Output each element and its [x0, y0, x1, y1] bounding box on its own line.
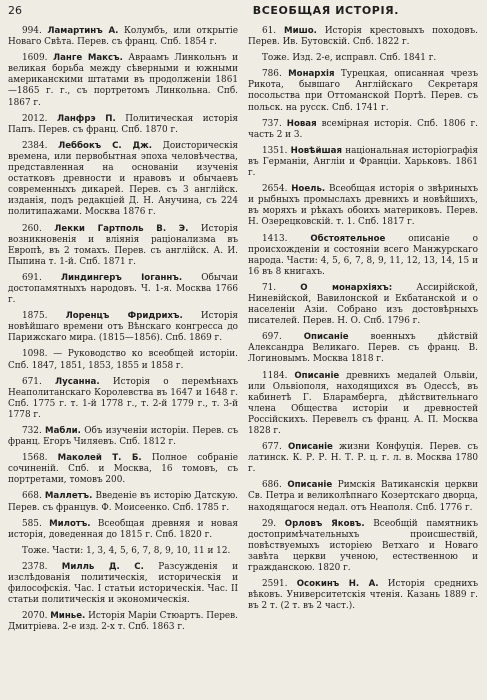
page-number: 26 — [8, 4, 22, 17]
catalog-entry — [248, 519, 478, 574]
page-title: ВСЕОБЩАЯ ИСТОРІЯ. — [252, 4, 399, 17]
entry-number: 2384. — [22, 140, 48, 151]
catalog-entry — [248, 234, 478, 278]
entry-text: Исторія новѣйшаго времени отъ Вѣнскаго конгресса до Парижскаго мира. (1815—1856). Спб. 1869 г. — [8, 311, 239, 344]
entry-text: Тоже. Изд. 2-е, исправл. Спб. 1841 г. — [262, 53, 437, 64]
entry-number: 737. — [262, 118, 282, 129]
entry-number: 671. — [22, 376, 42, 387]
entry-number: 260. — [22, 223, 42, 234]
entry-text: Объ изученіи исторіи. Перев. съ франц. Егоръ Чиляевъ. Спб. 1812 г. — [8, 426, 238, 448]
catalog-entry — [8, 141, 238, 219]
entry-text: Полное собраніе сочиненій. Спб. и Москва, 16 томовъ, съ портретами, томовъ 200. — [8, 453, 238, 486]
entry-author: Милотъ. — [49, 518, 91, 529]
entry-author: Маколей Т. Б. — [57, 453, 142, 464]
entry-number: 1568. — [22, 453, 48, 464]
catalog-entry — [248, 69, 478, 113]
entry-text: Исторія крестовыхъ походовъ. Перев. Ив. Бутовскій. Спб. 1822 г. — [248, 26, 478, 48]
catalog-entry — [8, 546, 238, 557]
entry-author: Ламартинъ А. — [47, 26, 119, 36]
entry-text: — Руководство ко всеобщей исторіи. Спб. 1847, 1851, 1853, 1855 и 1858 г. — [8, 349, 238, 371]
entry-author: Лекки Гартполь В. Э. — [54, 223, 189, 234]
entry-number: 2378. — [22, 561, 48, 572]
entry-author: Мабли. — [45, 426, 81, 436]
entry-text: Исторія Маріи Стюартъ. Перев. Дмитріева. 2-е изд. 2-х т. Спб. 1863 г. — [8, 611, 239, 633]
entry-author: Орловъ Яковъ. — [284, 518, 365, 529]
catalog-entry — [248, 184, 478, 228]
entry-text: описаніе о происхожденіи и состояніи всего Манжурскаго народа. Части: 4, 5, 6, 7, 8, 9, 11, 12, 13, 14, 15 и 16 въ 8 книгахъ. — [248, 233, 478, 277]
entry-author: Ноель. — [291, 184, 326, 195]
entry-text: жизни Конфуція. Перев. съ латинск. К. Р. Р. Н. Т. Р. ц. г. л. в. Москва 1780 г. — [248, 442, 478, 475]
entry-author: Описаніе — [287, 442, 333, 453]
entry-text: Римскія Ватиканскія церкви Св. Петра и великолѣпнаго Козертскаго дворца, находящагося недал. отъ Неаполя. Спб. 1776 г. — [248, 480, 478, 513]
entry-text: Всеобщая исторія о звѣриныхъ и рыбныхъ промыслахъ древнихъ и новѣйшихъ, въ моряхъ и рѣкахъ обоихъ материковъ. Перев. Н. Озерецковскій. т. 1. Спб. 1817 г. — [248, 184, 478, 228]
entry-text: Всеобщій памятникъ достопримѣчательныхъ происшествій, повѣствуемыхъ исторіею Ветхаго и Новаго завѣта церкви ученою, естественною и гражданскою. 1820 г. — [248, 518, 478, 574]
entry-author: Линдингеръ Іоганнъ. — [60, 272, 183, 283]
entry-number: 2591. — [262, 579, 288, 590]
entry-text: Обычаи достопамятныхъ народовъ. Ч. 1-я. Москва 1766 г. — [8, 272, 238, 306]
catalog-entry — [8, 611, 238, 633]
catalog-entry — [8, 26, 238, 48]
entry-text: Политическая исторія Папъ. Перев. съ франц. Спб. 1870 г. — [8, 113, 238, 135]
catalog-entry — [8, 491, 238, 513]
entry-author: Описаніе — [287, 480, 333, 491]
right-column — [248, 26, 478, 639]
catalog-entry — [248, 146, 478, 179]
entry-number: 686. — [262, 480, 282, 491]
catalog-entry — [8, 53, 238, 108]
entry-number: 697. — [262, 332, 282, 343]
entry-number: 1098. — [22, 349, 48, 360]
entry-author: Обстоятельное — [310, 233, 386, 244]
text-columns — [8, 26, 479, 639]
entry-author: Ланфрэ П. — [56, 113, 116, 124]
entry-author: Новая — [286, 118, 317, 129]
entry-author: Новѣйшая — [290, 145, 342, 156]
entry-number: 786. — [262, 69, 282, 80]
entry-number: 668. — [22, 491, 42, 502]
left-column — [8, 26, 238, 639]
entry-text: Тоже. Части: 1, 3, 4, 5, 6, 7, 8, 9, 10, 11 и 12. — [22, 545, 231, 556]
entry-text: Турецкая, описанная чрезъ Рикота, бывшаго Англійскаго Секретаря посольства при Оттоманской Портѣ. Перев. съ польск. на русск. Спб. 1741 г. — [248, 69, 478, 113]
catalog-entry — [248, 53, 478, 64]
entry-number: 2012. — [22, 113, 48, 124]
entry-text: Всеобщая древняя и новая исторія, доведенная до 1815 г. Спб. 1820 г. — [8, 518, 238, 540]
entry-text: Колумбъ, или открытіе Новаго Свѣта. Перев. съ франц. Спб. 1854 г. — [8, 26, 238, 48]
entry-author: Описаніе — [294, 370, 340, 381]
entry-number: 1184. — [262, 370, 288, 381]
entry-text: Введеніе въ исторію Датскую. Перев. съ францув. Ф. Моисеенко. Спб. 1785 г. — [8, 491, 238, 513]
catalog-entry — [248, 371, 478, 438]
entry-number: 1351. — [262, 145, 288, 156]
entry-number: 61. — [262, 26, 277, 36]
entry-author: Ланге Максъ. — [52, 53, 123, 64]
entry-author: Лоренцъ Фридрихъ. — [65, 311, 183, 322]
entry-number: 1875. — [22, 311, 48, 322]
entry-author: Осокинъ Н. А. — [296, 579, 379, 590]
entry-number: 585. — [22, 518, 42, 529]
entry-text: Исторія среднихъ вѣковъ. Университетскія чтенія. Казань 1889 г. въ 2 т. (2 т. въ 2 част.). — [248, 579, 478, 612]
entry-text: военныхъ дѣйствій Александра Великаго. Перев. съ франц. В. Логиновымъ. Москва 1818 г. — [248, 332, 478, 365]
entry-number: 1413. — [262, 233, 288, 244]
catalog-entry — [248, 332, 478, 365]
entry-text: всемірная исторія. Спб. 1806 г. часть 2 и 3. — [248, 118, 478, 140]
catalog-entry — [8, 224, 238, 268]
entry-number: 2070. — [22, 611, 48, 622]
catalog-entry — [8, 311, 238, 344]
entry-author: Леббокъ С. Дж. — [58, 140, 152, 151]
entry-text: Доисторическія времена, или первобытная эпоха человѣчества, представленная на основаніи изученія остатковъ древности и нравовъ и обычаевъ современныхъ дикарей. Перев. съ 3 англійск. изданія, подъ редакціей Д. Н. Анучина, съ 224 политипажами. Москва 1876 г. — [8, 140, 239, 218]
entry-number: 29. — [262, 518, 277, 529]
catalog-entry — [8, 273, 238, 306]
entry-author: Описаніе — [303, 332, 349, 343]
entry-number: 677. — [262, 442, 282, 453]
entry-number: 1609. — [22, 53, 48, 64]
entry-author: Милль Д. С. — [61, 561, 144, 572]
catalog-entry — [248, 119, 478, 141]
catalog-entry — [8, 349, 238, 371]
entry-author: О монархіяхъ: — [300, 282, 393, 293]
catalog-entry — [8, 377, 238, 421]
entry-author: Лусанна. — [55, 376, 100, 387]
entry-number: 71. — [262, 282, 277, 293]
entry-text: Авраамъ Линкольнъ и великая борьба между сѣверными и южными американскими штатами въ продолженіи 1861—1865 г. г., съ портретомъ Линкольна. Спб. 1867 г. — [8, 53, 239, 108]
entry-text: національная исторіографія въ Германіи, Англіи и Франціи. Харьковъ. 1861 г. — [248, 145, 478, 179]
catalog-entry — [248, 283, 478, 327]
entry-number: 994. — [22, 26, 42, 36]
entry-text: Исторія о перемѣнахъ Неаполитанскаго Королевства въ 1647 и 1648 г. Спб. 1775 г. т. 1-й 1778 г., т. 2-й 1779 г., т. 3-й 1778 г. — [8, 376, 239, 420]
entry-text: древнихъ медалей Ольвіи, или Ольвіополя, находящихся въ Одессѣ, въ кабинетѣ Г. Бларамберга, дѣйствительнаго члена Общества исторіи и древностей Россійскихъ. Перевелъ съ франц. А. П. Москва 1828 г. — [248, 370, 478, 436]
entry-number: 732. — [22, 426, 42, 436]
catalog-entry — [248, 579, 478, 612]
catalog-entry — [8, 519, 238, 541]
catalog-entry — [248, 26, 478, 48]
catalog-entry — [8, 114, 238, 136]
catalog-entry — [8, 426, 238, 448]
entry-author: Минье. — [50, 611, 86, 622]
entry-text: Исторія возникновенія и вліянія раціонализма въ Европѣ, въ 2 томахъ. Перев. съ англійск. А. И. Пыпина т. 1-й. Спб. 1871 г. — [8, 223, 239, 267]
entry-number: 691. — [22, 272, 42, 283]
catalog-entry — [8, 562, 238, 606]
entry-text: Разсужденія и изслѣдованія политическія, историческія и философскія. Час. I статьи историческія. Час. II статьи политическія и экономическія. — [8, 561, 238, 606]
catalog-entry — [248, 442, 478, 475]
catalog-entry — [248, 480, 478, 513]
entry-text: Ассирійской, Ниневійской, Вавилонской и Екбатанской и о населеніи Азіи. Собрано изъ достовѣрныхъ писателей. Перев. Н. О. Спб. 1796 г. — [248, 282, 478, 327]
entry-author: Маллетъ. — [44, 491, 93, 502]
page-header — [8, 4, 479, 24]
entry-author: Мишо. — [284, 26, 317, 36]
entry-number: 2654. — [262, 184, 288, 195]
entry-author: Монархія — [288, 69, 335, 80]
catalog-entry — [8, 453, 238, 486]
